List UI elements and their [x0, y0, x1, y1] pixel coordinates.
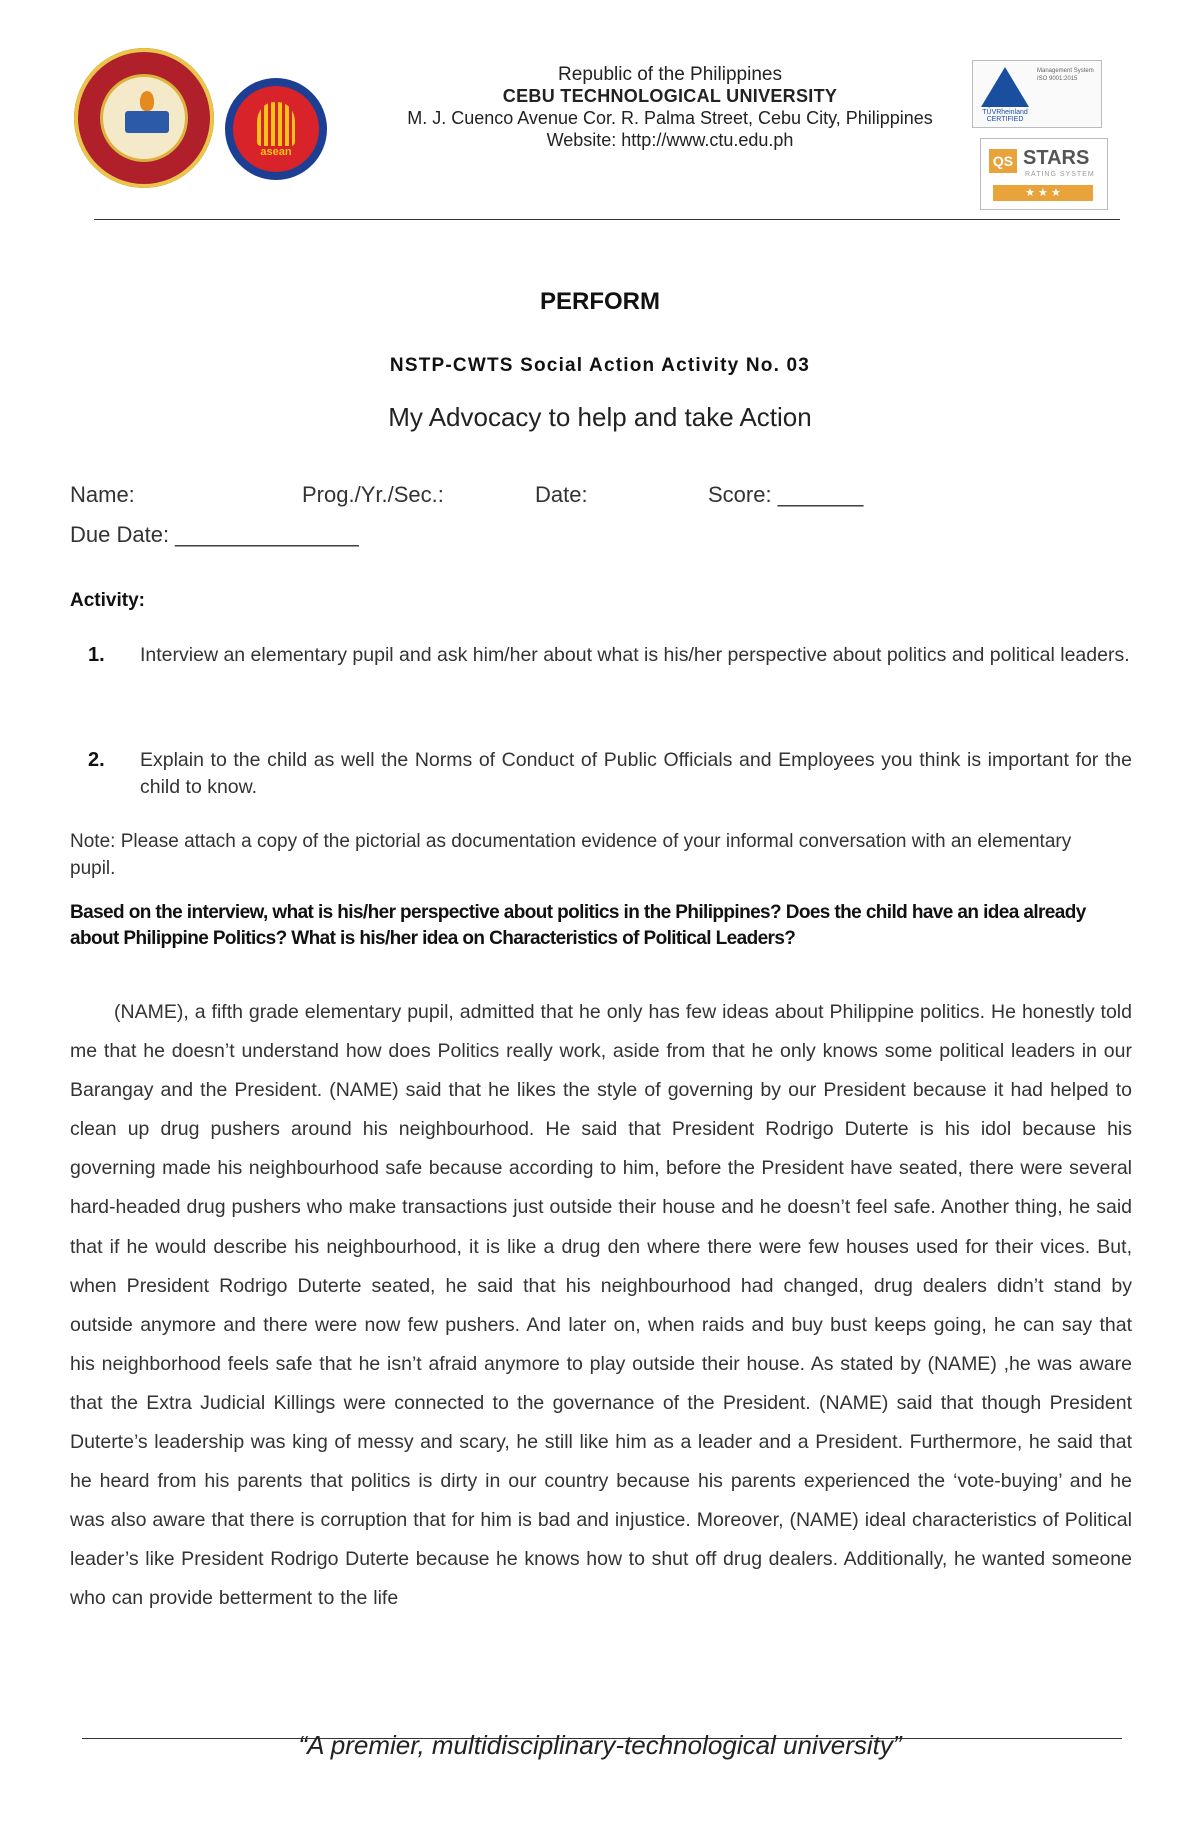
university-motto: “A premier, multidisciplinary-technological university”	[298, 1730, 902, 1760]
note-text: Note: Please attach a copy of the pictorial as documentation evidence of your informal conversation with an elementary pupil.	[70, 831, 1072, 879]
activity-subtitle: NSTP-CWTS Social Action Activity No. 03	[389, 355, 811, 376]
header-divider	[94, 219, 1120, 220]
activity-item-number: 2.	[88, 749, 105, 771]
activity-item-text: Explain to the child as well the Norms of Conduct of Public Officials and Employees you think is important for the child to know.	[140, 749, 1132, 798]
name-field-label: Name:	[70, 482, 135, 507]
activity-item-number: 1.	[88, 644, 105, 666]
activity-heading: Activity:	[70, 590, 145, 611]
activity-topic: My Advocacy to help and take Action	[388, 402, 812, 432]
tuv-triangle-icon	[981, 67, 1029, 107]
rice-stalks-icon	[257, 102, 295, 146]
due-date-field-label: Due Date: _______________	[70, 522, 359, 547]
header-university-name: CEBU TECHNOLOGICAL UNIVERSITY	[502, 86, 838, 106]
qs-star-rating: ★ ★ ★	[993, 185, 1093, 201]
activity-item-text: Interview an elementary pupil and ask him/her about what is his/her perspective about politics and political leaders.	[140, 644, 1130, 666]
qs-stars-badge	[980, 138, 1108, 210]
ctu-seal-inner	[100, 74, 188, 162]
guide-question: Based on the interview, what is his/her perspective about politics in the Philippines? Does the child have an idea already about Philippine Politics? What is his/her idea on Characteristics of Political Leaders?	[70, 902, 1086, 949]
ctu-seal-logo	[74, 48, 214, 188]
qs-rating-system-label: RATING SYSTEM	[1025, 171, 1095, 178]
header-address: M. J. Cuenco Avenue Cor. R. Palma Street, Cebu City, Philippines	[407, 108, 933, 128]
qs-badge: QS	[989, 149, 1017, 173]
date-field-label: Date:	[535, 482, 588, 507]
tuv-label: TÜVRheinland CERTIFIED	[982, 109, 1028, 123]
header-republic: Republic of the Philippines	[558, 64, 782, 85]
qs-stars-label: STARS	[1023, 147, 1090, 169]
asean-logo-ring	[233, 86, 319, 172]
answer-paragraph: (NAME), a fifth grade elementary pupil, admitted that he only has few ideas about Philippine politics. He honestly told me that he doesn’t understand how does Politics really work, aside from that he only knows some political leaders in our Barangay and the President. (NAME) said that he likes the style of governing by our President because it had helped to clean up drug pushers around his neighbourhood. He said that President Rodrigo Duterte is his idol because his governing made his neighbourhood safe because according to him, before the President have seated, there were several hard-headed drug pushers who make transactions just outside their house and he doesn’t feel safe. Another thing, he said that if he would describe his neighbourhood, it is like a drug den where there were few houses used for their vices. But, when President Rodrigo Duterte seated, he said that his neighbourhood had changed, drug dealers didn’t stand by outside anymore and there were now few pushers. And later on, when raids and buy bust keeps going, he can say that his neighborhood feels safe that he isn’t afraid anymore to play outside their house. As stated by (NAME) ,he was aware that the Extra Judicial Killings were connected to the governance of the President. (NAME) said that though President Duterte’s leadership was king of messy and scary, he still like him as a leader and a President. Furthermore, he said that he heard from his parents that politics is dirty in our country because his parents experienced the ‘vote-buying’ and he was also aware that there is corruption that for him is bad and injustice. Moreover, (NAME) ideal characteristics of Political leader’s like President Rodrigo Duterte because he knows how to shut off drug dealers. Additionally, he wanted someone who can provide betterment to the life	[70, 1001, 1132, 1610]
prog-field-label: Prog./Yr./Sec.:	[302, 482, 444, 507]
book-icon	[125, 111, 169, 133]
tuv-certification-badge	[972, 60, 1102, 128]
score-field-label: Score: _______	[708, 482, 864, 507]
tuv-text: Management System ISO 9001:2015	[1037, 68, 1094, 82]
asean-logo-text: asean	[260, 146, 292, 158]
page-title: PERFORM	[540, 288, 660, 315]
asean-logo	[225, 78, 327, 180]
header-website: Website: http://www.ctu.edu.ph	[546, 130, 794, 150]
torch-flame-icon	[140, 91, 154, 111]
